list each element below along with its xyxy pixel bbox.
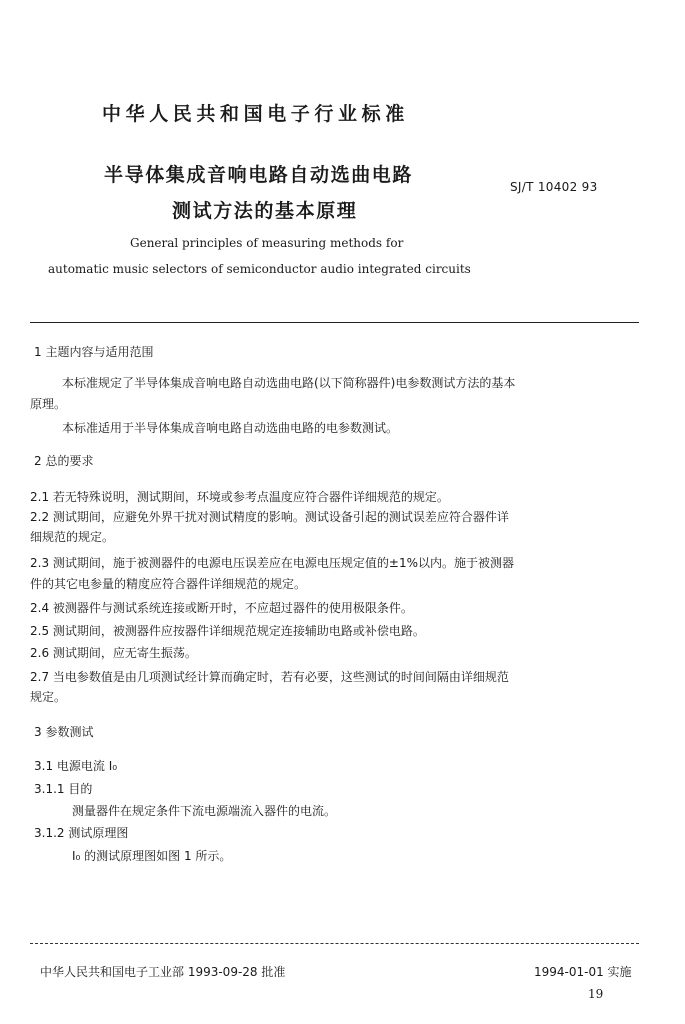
paragraph-line: 原理。: [30, 397, 67, 411]
paragraph-line: 本标准适用于半导体集成音响电路自动选曲电路的电参数测试。: [62, 421, 399, 435]
clause-line: 2.6 测试期间，应无寄生振荡。: [30, 646, 197, 660]
section-heading: 3 参数测试: [34, 725, 94, 739]
header-divider: [30, 322, 639, 323]
standard-title-line1: 半导体集成音响电路自动选曲电路: [104, 164, 414, 186]
issuing-authority: 中华人民共和国电子行业标准: [102, 103, 409, 125]
clause-line: 测量器件在规定条件下流电源端流入器件的电流。: [72, 804, 337, 818]
clause-line: 2.4 被测器件与测试系统连接或断开时，不应超过器件的使用极限条件。: [30, 601, 413, 615]
standard-title-line2: 测试方法的基本原理: [172, 200, 358, 222]
clause-line: 2.5 测试期间，被测器件应按器件详细规范规定连接辅助电路或补偿电路。: [30, 624, 425, 638]
clause-line: 2.7 当电参数值是由几项测试经计算而确定时，若有必要，这些测试的时间间隔由详细规范: [30, 670, 509, 684]
clause-line: 3.1 电源电流 I₀: [34, 759, 118, 773]
footer-divider: [30, 943, 639, 944]
clause-line: 件的其它电参量的精度应符合器件详细规范的规定。: [30, 577, 307, 591]
clause-line: 2.2 测试期间，应避免外界干扰对测试精度的影响。测试设备引起的测试误差应符合器件详: [30, 510, 509, 524]
standard-number: SJ/T 10402 93: [510, 180, 598, 194]
implementation-date: 1994-01-01 实施: [534, 965, 632, 979]
paragraph-line: 本标准规定了半导体集成音响电路自动选曲电路(以下简称器件)电参数测试方法的基本: [62, 376, 516, 390]
section-heading: 2 总的要求: [34, 454, 94, 468]
english-title-line1: General principles of measuring methods for: [130, 236, 404, 250]
clause-line: 3.1.1 目的: [34, 782, 93, 796]
clause-line: 2.3 测试期间，施于被测器件的电源电压误差应在电源电压规定值的±1%以内。施于被测器: [30, 556, 514, 570]
clause-line: 2.1 若无特殊说明，测试期间，环境或参考点温度应符合器件详细规范的规定。: [30, 490, 449, 504]
clause-line: 规定。: [30, 690, 67, 704]
approval-info: 中华人民共和国电子工业部 1993-09-28 批准: [40, 965, 286, 979]
clause-line: 3.1.2 测试原理图: [34, 826, 129, 840]
english-title-line2: automatic music selectors of semiconductor audio integrated circuits: [48, 262, 471, 276]
clause-line: 细规范的规定。: [30, 530, 115, 544]
page-number: 19: [588, 987, 604, 1001]
section-heading: 1 主题内容与适用范围: [34, 345, 154, 359]
clause-line: I₀ 的测试原理图如图 1 所示。: [72, 849, 232, 863]
